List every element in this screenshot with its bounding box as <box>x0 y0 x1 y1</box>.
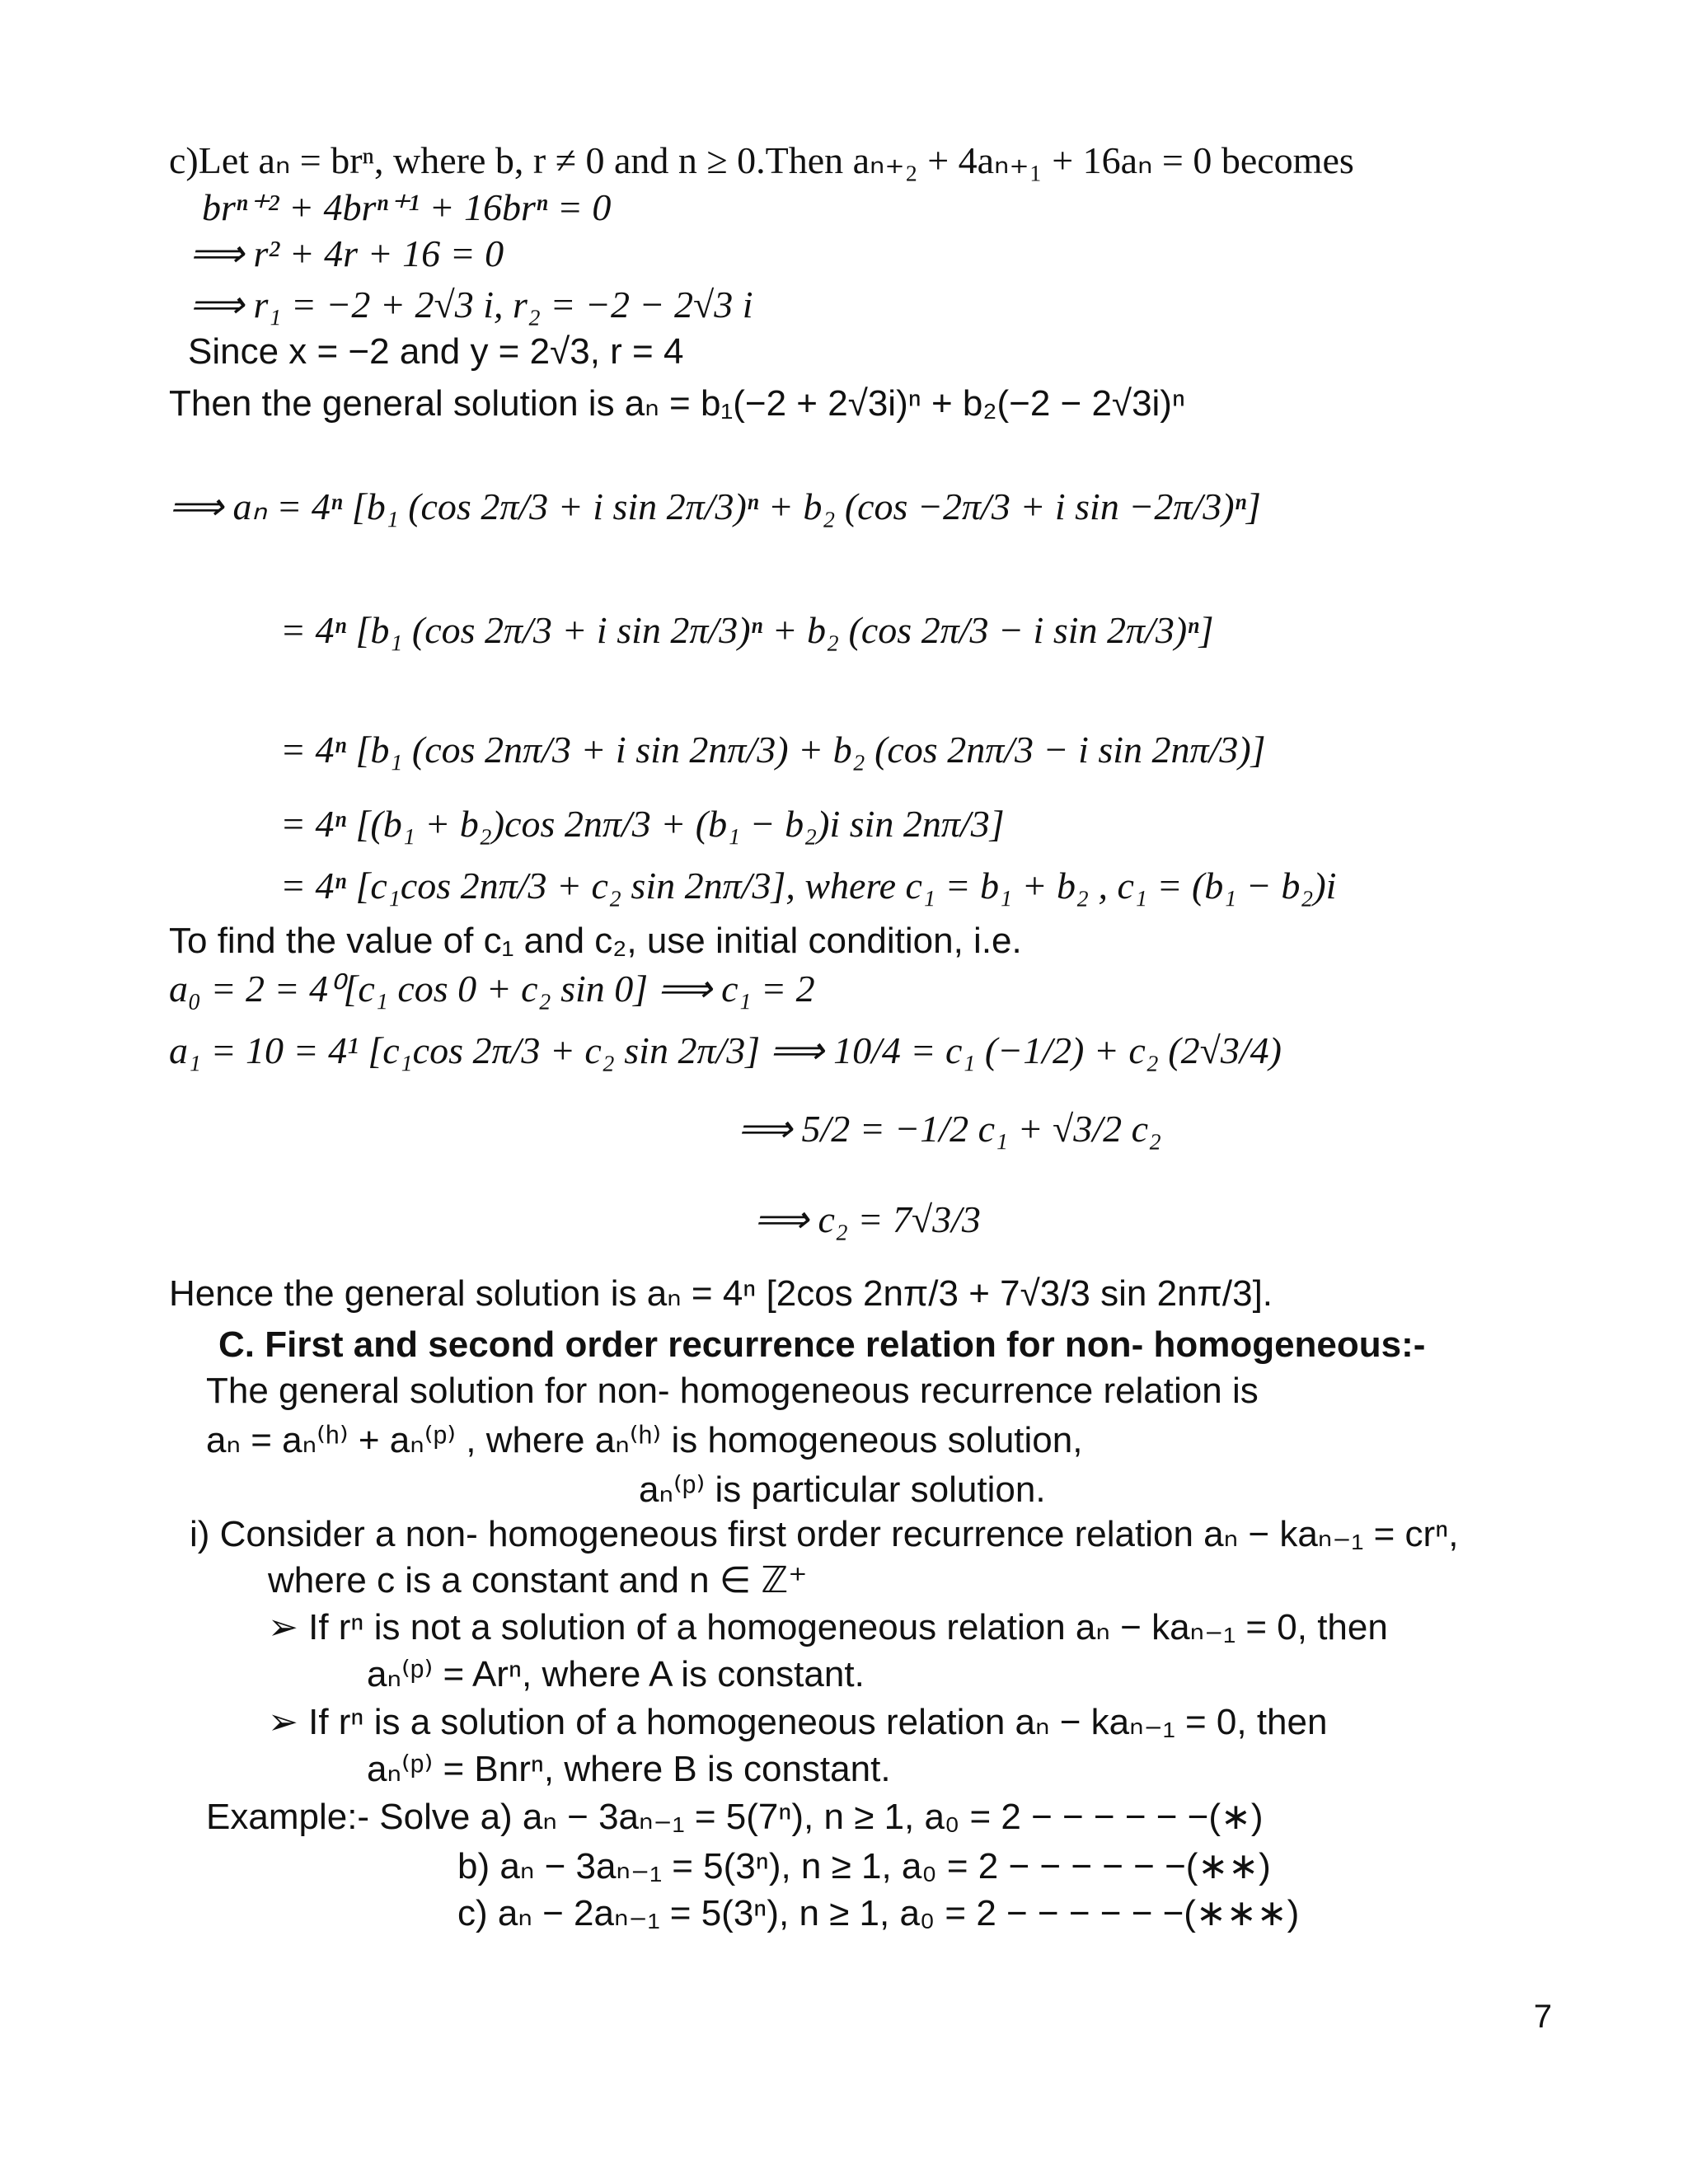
page-number: 7 <box>1533 1999 1552 2035</box>
text-line: To find the value of c₁ and c₂, use initial condition, i.e. <box>169 921 1022 961</box>
section-heading: C. First and second order recurrence relation for non- homogeneous:- <box>218 1324 1426 1365</box>
example-line: Example:- Solve a) aₙ − 3aₙ₋₁ = 5(7ⁿ), n ≥ 1, a₀ = 2 − − − − − −(∗) <box>206 1797 1264 1837</box>
equation-line: a₀ = 2 = 4⁰[c₁ cos 0 + c₂ sin 0] ⟹ c₁ = 2 <box>169 968 815 1010</box>
example-line: c) aₙ − 2aₙ₋₁ = 5(3ⁿ), n ≥ 1, a₀ = 2 − − − − − −(∗∗∗) <box>457 1893 1300 1933</box>
text-line: aₙ⁽ᵖ⁾ = Bnrⁿ, where B is constant. <box>367 1749 891 1789</box>
text-line: where c is a constant and n ∈ ℤ⁺ <box>268 1560 808 1601</box>
example-line: b) aₙ − 3aₙ₋₁ = 5(3ⁿ), n ≥ 1, a₀ = 2 − − − − − −(∗∗) <box>457 1846 1271 1886</box>
equation-line: a₁ = 10 = 4¹ [c₁cos 2π/3 + c₂ sin 2π/3] ⟹ 10/4 = c₁ (−1/2) + c₂ (2√3/4) <box>169 1029 1282 1071</box>
equation-line: ⟹ r₁ = −2 + 2√3 i, r₂ = −2 − 2√3 i <box>190 284 753 326</box>
equation-line: = 4ⁿ [b₁ (cos 2π/3 + i sin 2π/3)ⁿ + b₂ (cos 2π/3 − i sin 2π/3)ⁿ] <box>280 609 1214 651</box>
equation-line: = 4ⁿ [b₁ (cos 2nπ/3 + i sin 2nπ/3) + b₂ (cos 2nπ/3 − i sin 2nπ/3)] <box>280 729 1266 771</box>
equation-line: brⁿ⁺² + 4brⁿ⁺¹ + 16brⁿ = 0 <box>202 186 612 228</box>
equation-line: ⟹ aₙ = 4ⁿ [b₁ (cos 2π/3 + i sin 2π/3)ⁿ + b₂ (cos −2π/3 + i sin −2π/3)ⁿ] <box>169 485 1261 527</box>
text-line: Then the general solution is aₙ = b₁(−2 + 2√3i)ⁿ + b₂(−2 − 2√3i)ⁿ <box>169 383 1186 424</box>
text-line: Hence the general solution is aₙ = 4ⁿ [2cos 2nπ/3 + 7√3/3 sin 2nπ/3]. <box>169 1273 1273 1314</box>
text-line: aₙ⁽ᵖ⁾ is particular solution. <box>639 1469 1046 1510</box>
bullet-item: ➢ If rⁿ is not a solution of a homogeneous relation aₙ − kaₙ₋₁ = 0, then <box>268 1607 1388 1647</box>
equation-line: = 4ⁿ [(b₁ + b₂)cos 2nπ/3 + (b₁ − b₂)i sin 2nπ/3] <box>280 803 1005 845</box>
bullet-item: ➢ If rⁿ is a solution of a homogeneous relation aₙ − kaₙ₋₁ = 0, then <box>268 1702 1328 1742</box>
text-line: aₙ = aₙ⁽ʰ⁾ + aₙ⁽ᵖ⁾ , where aₙ⁽ʰ⁾ is homogeneous solution, <box>206 1420 1083 1460</box>
equation-line: ⟹ c₂ = 7√3/3 <box>754 1198 981 1240</box>
equation-line: ⟹ r² + 4r + 16 = 0 <box>190 232 504 274</box>
text-line: i) Consider a non- homogeneous first order recurrence relation aₙ − kaₙ₋₁ = crⁿ, <box>190 1514 1459 1554</box>
equation-line: = 4ⁿ [c₁cos 2nπ/3 + c₂ sin 2nπ/3], where c₁ = b₁ + b₂ , c₁ = (b₁ − b₂)i <box>280 865 1337 907</box>
text-line: Since x = −2 and y = 2√3, r = 4 <box>188 331 684 372</box>
text-line: The general solution for non- homogeneous recurrence relation is <box>206 1371 1259 1411</box>
text-line: aₙ⁽ᵖ⁾ = Arⁿ, where A is constant. <box>367 1654 865 1694</box>
equation-line: ⟹ 5/2 = −1/2 c₁ + √3/2 c₂ <box>738 1108 1161 1150</box>
text-line: c)Let aₙ = brⁿ, where b, r ≠ 0 and n ≥ 0.Then aₙ₊₂ + 4aₙ₊₁ + 16aₙ = 0 becomes <box>169 139 1354 181</box>
